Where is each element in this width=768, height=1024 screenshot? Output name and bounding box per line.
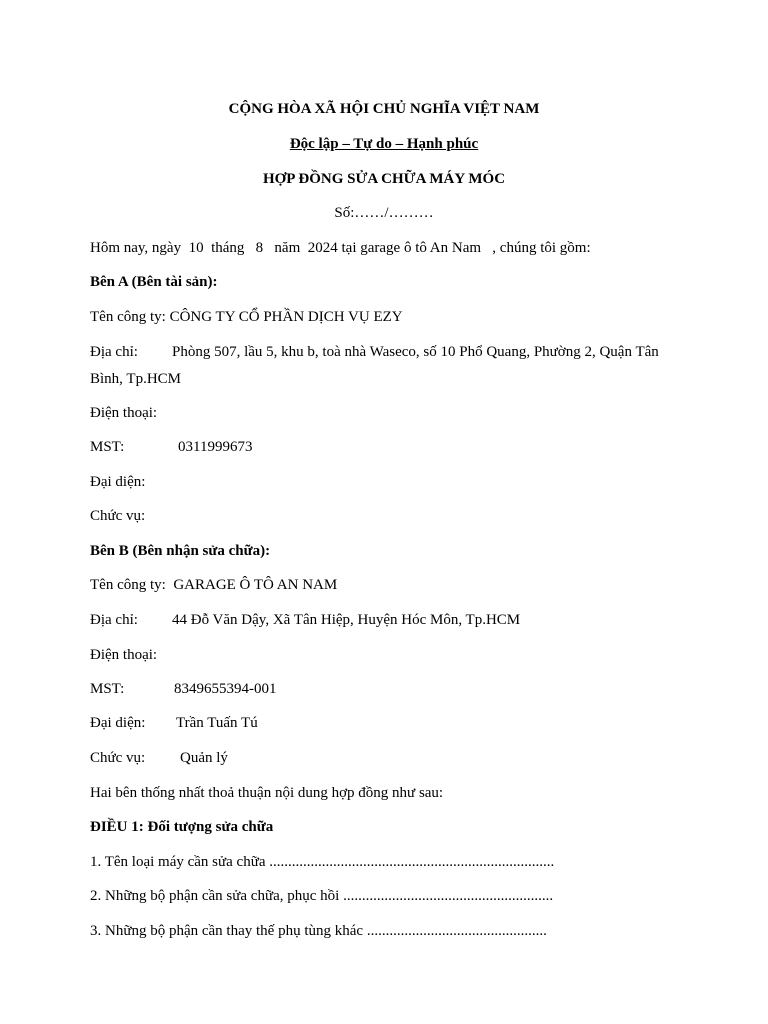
party-b-rep-value: Trần Tuấn Tú <box>176 715 258 731</box>
party-b-phone-label: Điện thoại: <box>90 647 158 663</box>
party-a-phone-label: Điện thoại: <box>90 405 158 421</box>
party-a-address-label: Địa chỉ: <box>90 344 138 360</box>
party-b-tax-label: MST: <box>90 681 125 697</box>
party-a-tax-label: MST: <box>90 439 125 455</box>
article-1-item: 2. Những bộ phận cần sửa chữa, phục hồi ........................................................ <box>90 888 554 904</box>
party-a-position-label: Chức vụ: <box>90 508 146 524</box>
party-a-heading: Bên A (Bên tài sản): <box>90 274 218 290</box>
party-b-address-label: Địa chỉ: <box>90 612 138 628</box>
contract-number: Số:……/……… <box>334 205 434 221</box>
party-a-tax-value: 0311999673 <box>178 439 253 455</box>
party-b-company: Tên công ty: GARAGE Ô TÔ AN NAM <box>90 577 338 593</box>
party-a-company: Tên công ty: CÔNG TY CỔ PHẦN DỊCH VỤ EZY <box>90 309 403 325</box>
party-b-tax-value: 8349655394-001 <box>174 681 277 697</box>
article-1-heading: ĐIỀU 1: Đối tượng sửa chữa <box>90 819 274 835</box>
party-a-address-line2: Bình, Tp.HCM <box>90 371 181 387</box>
country-heading: CỘNG HÒA XÃ HỘI CHỦ NGHĨA VIỆT NAM <box>228 101 540 117</box>
party-a-address-line1: Phòng 507, lầu 5, khu b, toà nhà Waseco, số 10 Phổ Quang, Phường 2, Quận Tân <box>172 344 659 360</box>
party-b-heading: Bên B (Bên nhận sửa chữa): <box>90 543 271 559</box>
article-1-item: 1. Tên loại máy cần sửa chữa ............................................................................ <box>90 854 555 870</box>
party-b-position-label: Chức vụ: <box>90 750 146 766</box>
contract-title: HỢP ĐỒNG SỬA CHỮA MÁY MÓC <box>262 171 506 187</box>
party-b-position-value: Quản lý <box>180 750 228 766</box>
intro-text: Hôm nay, ngày 10 tháng 8 năm 2024 tại garage ô tô An Nam , chúng tôi gồm: <box>90 240 591 256</box>
motto: Độc lập – Tự do – Hạnh phúc <box>289 136 479 152</box>
agreement-text: Hai bên thống nhất thoả thuận nội dung hợp đồng như sau: <box>90 785 444 801</box>
article-1-item: 3. Những bộ phận cần thay thế phụ tùng khác ................................................ <box>90 923 547 939</box>
party-b-rep-label: Đại diện: <box>90 715 146 731</box>
party-a-rep-label: Đại diện: <box>90 474 146 490</box>
party-b-address-value: 44 Đỗ Văn Dậy, Xã Tân Hiệp, Huyện Hóc Môn, Tp.HCM <box>172 612 521 628</box>
